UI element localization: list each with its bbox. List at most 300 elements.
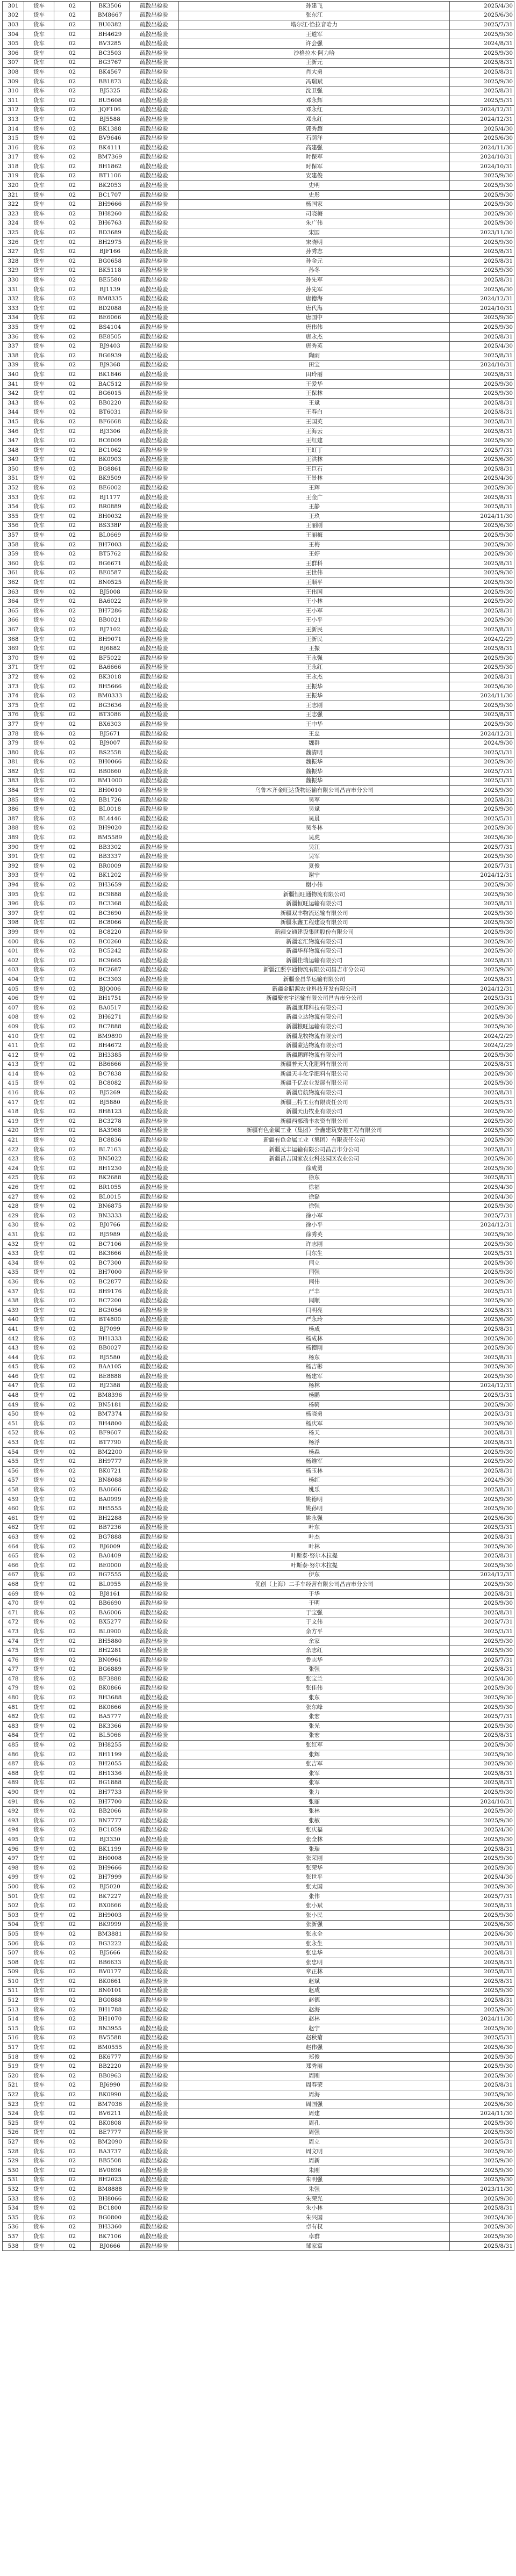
inspection-type-cell: 疏散出检验 — [130, 96, 179, 105]
vehicle-type-cell: 货车 — [24, 2119, 54, 2128]
vehicle-type-cell: 货车 — [24, 1362, 54, 1372]
vehicle-type-cell: 货车 — [24, 1419, 54, 1429]
due-date-cell: 2025/8/31 — [450, 1977, 514, 1987]
vehicle-type-cell: 货车 — [24, 842, 54, 852]
inspection-type-cell: 疏散出检验 — [130, 2204, 179, 2213]
row-number-cell: 318 — [3, 162, 24, 172]
row-number-cell: 429 — [3, 1211, 24, 1221]
inspection-type-cell: 疏散出检验 — [130, 521, 179, 531]
row-number-cell: 532 — [3, 2185, 24, 2195]
due-date-cell: 2025/9/30 — [450, 181, 514, 191]
category-code-cell: 02 — [54, 2156, 91, 2166]
vehicle-type-cell: 货车 — [24, 1173, 54, 1183]
inspection-type-cell: 疏散出检验 — [130, 1428, 179, 1438]
vehicle-type-cell: 货车 — [24, 757, 54, 767]
owner-name-cell: 张吉军 — [179, 1759, 450, 1769]
inspection-type-cell: 疏散出检验 — [130, 1391, 179, 1401]
due-date-cell: 2025/8/31 — [450, 351, 514, 360]
table-row — [3, 2128, 514, 2138]
row-number-cell: 436 — [3, 1278, 24, 1287]
category-code-cell: 02 — [54, 1750, 91, 1759]
vehicle-type-cell: 货车 — [24, 748, 54, 757]
due-date-cell: 2024/9/30 — [450, 1476, 514, 1485]
inspection-type-cell: 疏散出检验 — [130, 862, 179, 871]
table-row — [3, 1117, 514, 1127]
due-date-cell: 2025/9/30 — [450, 484, 514, 493]
due-date-cell: 2024/10/31 — [450, 153, 514, 162]
owner-name-cell: 杨庆军 — [179, 1419, 450, 1429]
category-code-cell: 02 — [54, 115, 91, 125]
due-date-cell: 2025/6/30 — [450, 521, 514, 531]
vehicle-type-cell: 货车 — [24, 1438, 54, 1448]
owner-name-cell: 魏振华 — [179, 776, 450, 786]
due-date-cell: 2025/8/31 — [450, 673, 514, 682]
vehicle-type-cell: 货车 — [24, 1618, 54, 1627]
inspection-type-cell: 疏散出检验 — [130, 1305, 179, 1315]
table-row — [3, 634, 514, 644]
plate-number-cell: BM8396 — [91, 1391, 130, 1401]
table-row — [3, 644, 514, 654]
due-date-cell: 2025/9/30 — [450, 2194, 514, 2204]
due-date-cell: 2025/8/31 — [450, 1958, 514, 1967]
table-row — [3, 1353, 514, 1362]
table-row — [3, 842, 514, 852]
row-number-cell: 485 — [3, 1741, 24, 1750]
plate-number-cell: BB6633 — [91, 1958, 130, 1967]
category-code-cell: 02 — [54, 360, 91, 370]
row-number-cell: 437 — [3, 1287, 24, 1296]
plate-number-cell: BA6666 — [91, 663, 130, 673]
inspection-type-cell: 疏散出检验 — [130, 379, 179, 389]
plate-number-cell: BK4111 — [91, 143, 130, 153]
row-number-cell: 371 — [3, 663, 24, 673]
vehicle-type-cell: 货车 — [24, 455, 54, 465]
row-number-cell: 515 — [3, 2024, 24, 2034]
row-number-cell: 341 — [3, 379, 24, 389]
plate-number-cell: BB1873 — [91, 77, 130, 86]
due-date-cell: 2025/9/30 — [450, 1495, 514, 1504]
table-row — [3, 1901, 514, 1911]
row-number-cell: 399 — [3, 928, 24, 937]
inspection-type-cell: 疏散出检验 — [130, 1807, 179, 1816]
owner-name-cell: 闫立 — [179, 1258, 450, 1268]
table-row — [3, 1467, 514, 1476]
category-code-cell: 02 — [54, 1608, 91, 1618]
plate-number-cell: BK2688 — [91, 1173, 130, 1183]
plate-number-cell: BC8220 — [91, 928, 130, 937]
plate-number-cell: BC7888 — [91, 1022, 130, 1032]
owner-name-cell: 王玖 — [179, 512, 450, 522]
table-row — [3, 134, 514, 143]
table-row — [3, 294, 514, 304]
owner-name-cell: 徐东 — [179, 1173, 450, 1183]
owner-name-cell: 王景林 — [179, 474, 450, 484]
category-code-cell: 02 — [54, 1580, 91, 1590]
table-row — [3, 2033, 514, 2043]
inspection-type-cell: 疏散出检验 — [130, 1958, 179, 1967]
due-date-cell: 2025/8/31 — [450, 1552, 514, 1561]
vehicle-type-cell: 货车 — [24, 1504, 54, 1514]
vehicle-type-cell: 货车 — [24, 1608, 54, 1618]
category-code-cell: 02 — [54, 795, 91, 805]
plate-number-cell: BX5277 — [91, 1618, 130, 1627]
inspection-type-cell: 疏散出检验 — [130, 587, 179, 597]
due-date-cell: 2025/9/30 — [450, 389, 514, 399]
owner-name-cell: 于华 — [179, 1589, 450, 1599]
inspection-type-cell: 疏散出检验 — [130, 994, 179, 1004]
category-code-cell: 02 — [54, 1892, 91, 1901]
table-row — [3, 899, 514, 909]
row-number-cell: 306 — [3, 48, 24, 58]
due-date-cell: 2025/9/30 — [450, 1646, 514, 1656]
category-code-cell: 02 — [54, 1287, 91, 1296]
plate-number-cell: BC3690 — [91, 909, 130, 919]
inspection-type-cell: 疏散出检验 — [130, 474, 179, 484]
inspection-type-cell: 疏散出检验 — [130, 748, 179, 757]
vehicle-type-cell: 货车 — [24, 465, 54, 474]
due-date-cell: 2025/9/30 — [450, 2119, 514, 2128]
owner-name-cell: 王辉 — [179, 484, 450, 493]
due-date-cell: 2024/2/29 — [450, 634, 514, 644]
table-row — [3, 2185, 514, 2195]
due-date-cell: 2024/10/31 — [450, 1797, 514, 1807]
category-code-cell: 02 — [54, 899, 91, 909]
row-number-cell: 487 — [3, 1759, 24, 1769]
due-date-cell: 2025/6/30 — [450, 682, 514, 691]
due-date-cell: 2025/4/30 — [450, 124, 514, 134]
plate-number-cell: BC7106 — [91, 1239, 130, 1249]
vehicle-type-cell: 货车 — [24, 1684, 54, 1693]
table-row — [3, 1050, 514, 1060]
category-code-cell: 02 — [54, 1930, 91, 1939]
vehicle-type-cell: 货车 — [24, 484, 54, 493]
row-number-cell: 451 — [3, 1419, 24, 1429]
category-code-cell: 02 — [54, 323, 91, 333]
row-number-cell: 537 — [3, 2232, 24, 2242]
category-code-cell: 02 — [54, 313, 91, 323]
plate-number-cell: BK4567 — [91, 68, 130, 77]
vehicle-type-cell: 货车 — [24, 445, 54, 455]
vehicle-type-cell: 货车 — [24, 1154, 54, 1164]
inspection-type-cell: 疏散出检验 — [130, 436, 179, 446]
plate-number-cell: BAC512 — [91, 379, 130, 389]
category-code-cell: 02 — [54, 2005, 91, 2015]
plate-number-cell: BJQ006 — [91, 984, 130, 994]
due-date-cell: 2025/9/30 — [450, 1741, 514, 1750]
due-date-cell: 2025/9/30 — [450, 219, 514, 228]
category-code-cell: 02 — [54, 30, 91, 39]
due-date-cell: 2025/9/30 — [450, 1457, 514, 1467]
category-code-cell: 02 — [54, 1457, 91, 1467]
category-code-cell: 02 — [54, 2109, 91, 2119]
inspection-type-cell: 疏散出检验 — [130, 1438, 179, 1448]
table-row — [3, 143, 514, 153]
due-date-cell: 2024/11/30 — [450, 691, 514, 701]
vehicle-type-cell: 货车 — [24, 153, 54, 162]
table-row — [3, 1939, 514, 1949]
table-row — [3, 965, 514, 975]
due-date-cell: 2025/9/30 — [450, 568, 514, 578]
plate-number-cell: BC5242 — [91, 947, 130, 956]
inspection-type-cell: 疏散出检验 — [130, 1202, 179, 1211]
category-code-cell: 02 — [54, 304, 91, 314]
owner-name-cell: 邓永红 — [179, 115, 450, 125]
table-row — [3, 531, 514, 540]
table-row — [3, 417, 514, 427]
owner-name-cell: 徐成勇 — [179, 1164, 450, 1174]
plate-number-cell: BJ5008 — [91, 587, 130, 597]
owner-name-cell: 周建 — [179, 2109, 450, 2119]
vehicle-type-cell: 货车 — [24, 2090, 54, 2100]
category-code-cell: 02 — [54, 1249, 91, 1259]
category-code-cell: 02 — [54, 342, 91, 351]
inspection-type-cell: 疏散出检验 — [130, 531, 179, 540]
due-date-cell: 2025/9/30 — [450, 786, 514, 796]
category-code-cell: 02 — [54, 587, 91, 597]
inspection-type-cell: 疏散出检验 — [130, 568, 179, 578]
due-date-cell: 2025/9/30 — [450, 77, 514, 86]
plate-number-cell: BB1726 — [91, 795, 130, 805]
vehicle-type-cell: 货车 — [24, 739, 54, 748]
category-code-cell: 02 — [54, 143, 91, 153]
row-number-cell: 507 — [3, 1949, 24, 1958]
owner-name-cell: 王梅 — [179, 540, 450, 550]
vehicle-type-cell: 货车 — [24, 1183, 54, 1193]
table-row — [3, 663, 514, 673]
owner-name-cell: 孙建飞 — [179, 2, 450, 11]
vehicle-type-cell: 货车 — [24, 2128, 54, 2138]
table-row — [3, 786, 514, 796]
table-row — [3, 1825, 514, 1835]
category-code-cell: 02 — [54, 474, 91, 484]
category-code-cell: 02 — [54, 2, 91, 11]
plate-number-cell: BT6031 — [91, 408, 130, 417]
row-number-cell: 496 — [3, 1844, 24, 1854]
due-date-cell: 2024/11/30 — [450, 2015, 514, 2024]
plate-number-cell: BU5608 — [91, 96, 130, 105]
table-row — [3, 1098, 514, 1107]
inspection-type-cell: 疏散出检验 — [130, 294, 179, 304]
vehicle-type-cell: 货车 — [24, 786, 54, 796]
owner-name-cell: 张荣刚 — [179, 1854, 450, 1864]
row-number-cell: 502 — [3, 1901, 24, 1911]
plate-number-cell: BC1059 — [91, 1825, 130, 1835]
due-date-cell: 2025/8/31 — [450, 493, 514, 502]
owner-name-cell: 杨森 — [179, 1447, 450, 1457]
due-date-cell: 2025/9/30 — [450, 1013, 514, 1022]
inspection-type-cell: 疏散出检验 — [130, 2099, 179, 2109]
vehicle-type-cell: 货车 — [24, 805, 54, 814]
due-date-cell: 2024/12/31 — [450, 115, 514, 125]
inspection-type-cell: 疏散出检验 — [130, 1741, 179, 1750]
inspection-type-cell: 疏散出检验 — [130, 1920, 179, 1930]
due-date-cell: 2025/3/31 — [450, 776, 514, 786]
owner-name-cell: 张新强 — [179, 1920, 450, 1930]
row-number-cell: 361 — [3, 568, 24, 578]
category-code-cell: 02 — [54, 11, 91, 20]
owner-name-cell: 王保林 — [179, 389, 450, 399]
row-number-cell: 441 — [3, 1325, 24, 1334]
owner-name-cell: 田宝 — [179, 360, 450, 370]
vehicle-type-cell: 货车 — [24, 276, 54, 285]
inspection-type-cell: 疏散出检验 — [130, 1731, 179, 1741]
row-number-cell: 356 — [3, 521, 24, 531]
vehicle-type-cell: 货车 — [24, 304, 54, 314]
category-code-cell: 02 — [54, 653, 91, 663]
plate-number-cell: BG7888 — [91, 1533, 130, 1542]
row-number-cell: 309 — [3, 77, 24, 86]
vehicle-type-cell: 货车 — [24, 2194, 54, 2204]
category-code-cell: 02 — [54, 2119, 91, 2128]
inspection-type-cell: 疏散出检验 — [130, 1447, 179, 1457]
row-number-cell: 335 — [3, 323, 24, 333]
table-row — [3, 1693, 514, 1703]
table-row — [3, 1504, 514, 1514]
plate-number-cell: BK0808 — [91, 2119, 130, 2128]
inspection-type-cell: 疏散出检验 — [130, 1476, 179, 1485]
vehicle-type-cell: 货车 — [24, 1552, 54, 1561]
category-code-cell: 02 — [54, 1552, 91, 1561]
due-date-cell: 2025/9/30 — [450, 597, 514, 607]
owner-name-cell: 杨成林 — [179, 1334, 450, 1344]
plate-number-cell: BA0409 — [91, 1552, 130, 1561]
category-code-cell: 02 — [54, 77, 91, 86]
due-date-cell: 2025/9/30 — [450, 1693, 514, 1703]
vehicle-type-cell: 货车 — [24, 2072, 54, 2081]
owner-name-cell: 朱刚 — [179, 2166, 450, 2175]
vehicle-type-cell: 货车 — [24, 852, 54, 862]
plate-number-cell: BC0260 — [91, 937, 130, 947]
table-row — [3, 1967, 514, 1977]
category-code-cell: 02 — [54, 1702, 91, 1712]
plate-number-cell: BJ5588 — [91, 115, 130, 125]
due-date-cell: 2025/4/30 — [450, 1183, 514, 1193]
plate-number-cell: BG3222 — [91, 1939, 130, 1949]
category-code-cell: 02 — [54, 644, 91, 654]
due-date-cell: 2025/9/30 — [450, 1504, 514, 1514]
plate-number-cell: BE0000 — [91, 1561, 130, 1570]
category-code-cell: 02 — [54, 200, 91, 210]
vehicle-type-cell: 货车 — [24, 776, 54, 786]
due-date-cell: 2025/7/31 — [450, 20, 514, 30]
inspection-type-cell: 疏散出检验 — [130, 171, 179, 181]
due-date-cell: 2025/9/30 — [450, 2166, 514, 2175]
row-number-cell: 423 — [3, 1154, 24, 1164]
table-row — [3, 1334, 514, 1344]
row-number-cell: 332 — [3, 294, 24, 304]
category-code-cell: 02 — [54, 134, 91, 143]
category-code-cell: 02 — [54, 531, 91, 540]
plate-number-cell: BA0999 — [91, 1495, 130, 1504]
due-date-cell: 2025/9/30 — [450, 1003, 514, 1013]
table-row — [3, 909, 514, 919]
row-number-cell: 467 — [3, 1570, 24, 1580]
due-date-cell: 2025/9/30 — [450, 1296, 514, 1306]
inspection-type-cell: 疏散出检验 — [130, 1901, 179, 1911]
category-code-cell: 02 — [54, 2072, 91, 2081]
category-code-cell: 02 — [54, 228, 91, 238]
category-code-cell: 02 — [54, 1570, 91, 1580]
row-number-cell: 404 — [3, 975, 24, 985]
table-row — [3, 1230, 514, 1240]
due-date-cell: 2025/8/31 — [450, 1485, 514, 1495]
category-code-cell: 02 — [54, 1863, 91, 1873]
vehicle-type-cell: 货车 — [24, 1892, 54, 1901]
table-row — [3, 984, 514, 994]
category-code-cell: 02 — [54, 171, 91, 181]
table-row — [3, 408, 514, 417]
vehicle-type-cell: 货车 — [24, 1580, 54, 1590]
inspection-type-cell: 疏散出检验 — [130, 1504, 179, 1514]
due-date-cell: 2024/12/31 — [450, 729, 514, 739]
due-date-cell: 2024/8/31 — [450, 39, 514, 49]
category-code-cell: 02 — [54, 937, 91, 947]
plate-number-cell: BS2558 — [91, 748, 130, 757]
due-date-cell: 2025/8/31 — [450, 1088, 514, 1098]
inspection-type-cell: 疏散出检验 — [130, 342, 179, 351]
category-code-cell: 02 — [54, 1136, 91, 1145]
plate-number-cell: BE8505 — [91, 332, 130, 342]
table-row — [3, 1041, 514, 1051]
vehicle-type-cell: 货车 — [24, 814, 54, 824]
owner-name-cell: 朱小林 — [179, 2204, 450, 2213]
row-number-cell: 401 — [3, 947, 24, 956]
vehicle-type-cell: 货车 — [24, 360, 54, 370]
due-date-cell: 2025/6/30 — [450, 1930, 514, 1939]
table-row — [3, 2223, 514, 2232]
category-code-cell: 02 — [54, 578, 91, 588]
inspection-type-cell: 疏散出检验 — [130, 1570, 179, 1580]
owner-name-cell: 唐德海 — [179, 294, 450, 304]
category-code-cell: 02 — [54, 285, 91, 294]
plate-number-cell: BV0696 — [91, 2166, 130, 2175]
due-date-cell: 2025/9/30 — [450, 616, 514, 625]
category-code-cell: 02 — [54, 1665, 91, 1675]
category-code-cell: 02 — [54, 1986, 91, 1996]
table-row — [3, 2090, 514, 2100]
inspection-type-cell: 疏散出检验 — [130, 1552, 179, 1561]
plate-number-cell: BR0889 — [91, 502, 130, 512]
vehicle-type-cell: 货车 — [24, 1145, 54, 1154]
plate-number-cell: BM2200 — [91, 1447, 130, 1457]
plate-number-cell: BJF166 — [91, 247, 130, 257]
due-date-cell: 2025/8/31 — [450, 1325, 514, 1334]
owner-name-cell: 邓永辉 — [179, 96, 450, 105]
owner-name-cell: 张佳伟 — [179, 1684, 450, 1693]
inspection-type-cell: 疏散出检验 — [130, 1778, 179, 1788]
owner-name-cell: 杨玉林 — [179, 1467, 450, 1476]
row-number-cell: 479 — [3, 1684, 24, 1693]
plate-number-cell: BJ9403 — [91, 342, 130, 351]
table-row — [3, 559, 514, 569]
due-date-cell: 2025/8/31 — [450, 795, 514, 805]
table-row — [3, 323, 514, 333]
owner-name-cell: 时保军 — [179, 153, 450, 162]
owner-name-cell: 魏群 — [179, 739, 450, 748]
table-row — [3, 673, 514, 682]
category-code-cell: 02 — [54, 805, 91, 814]
owner-name-cell: 邓永红 — [179, 105, 450, 115]
plate-number-cell: BB0021 — [91, 616, 130, 625]
table-row — [3, 1608, 514, 1618]
category-code-cell: 02 — [54, 351, 91, 360]
owner-name-cell: 周文明 — [179, 2147, 450, 2156]
owner-name-cell: 赵斌 — [179, 1977, 450, 1987]
category-code-cell: 02 — [54, 2090, 91, 2100]
plate-number-cell: BT7790 — [91, 1438, 130, 1448]
category-code-cell: 02 — [54, 1192, 91, 1202]
vehicle-type-cell: 货车 — [24, 181, 54, 191]
